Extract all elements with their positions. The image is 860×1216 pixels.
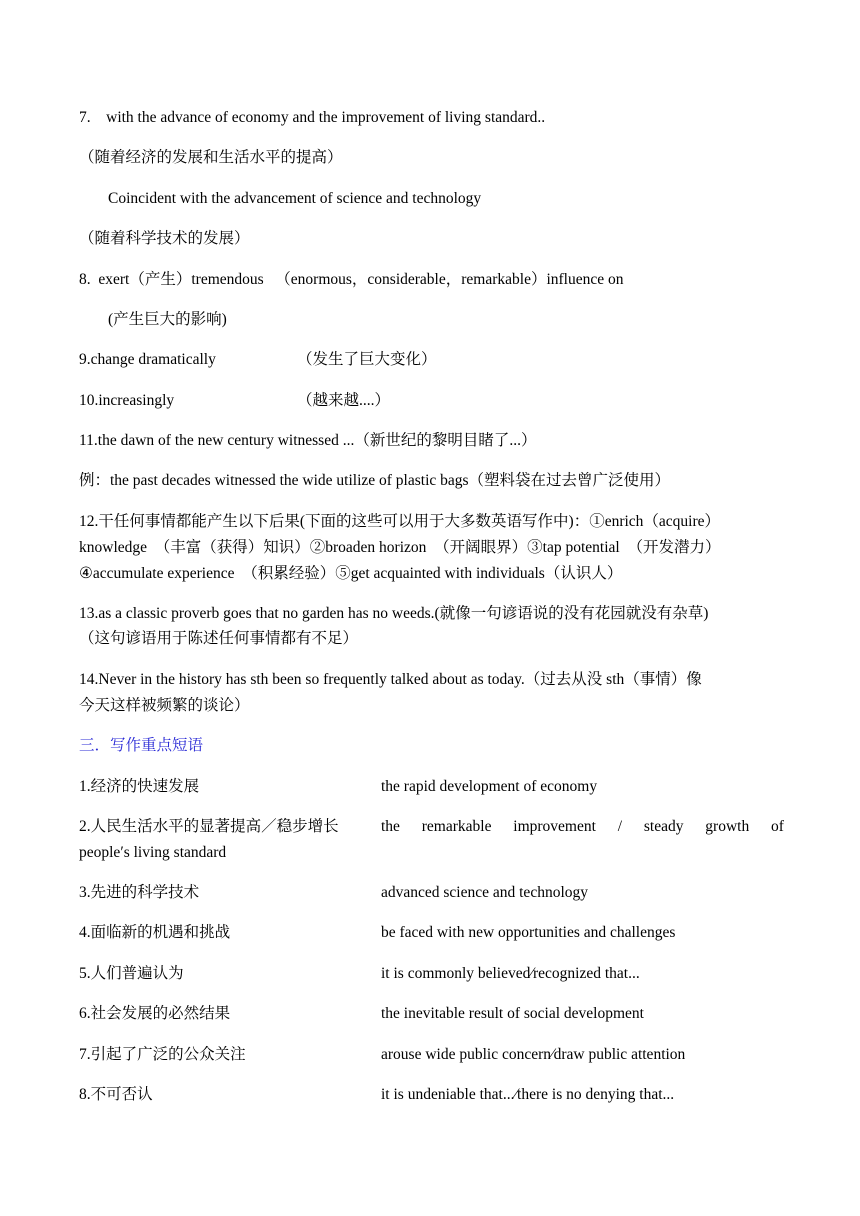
phrase-row xyxy=(79,1045,784,1071)
phrase-word: growth xyxy=(705,818,750,835)
item-7: 7. with the advance of economy and the improvement of living standard.. xyxy=(79,109,546,126)
item-9-english: 9.change dramatically xyxy=(79,351,216,368)
phrase-row xyxy=(79,883,784,909)
item-8: 8. exert（产生）tremendous （enormous，considerable，remarkable）influence on xyxy=(79,271,624,288)
item-11: 11.the dawn of the new century witnessed ...（新世纪的黎明目睹了...） xyxy=(79,432,537,449)
phrase-english: it is commonly believed⁄recognized that... xyxy=(381,965,640,982)
phrase-english: be faced with new opportunities and challenges xyxy=(381,924,676,941)
phrase-word: improvement xyxy=(513,818,596,835)
item-10-english: 10.increasingly xyxy=(79,392,175,409)
item-12-line-3: ④accumulate experience （积累经验）⑤get acquainted with individuals（认识人） xyxy=(79,565,623,582)
phrase-chinese: 7.引起了广泛的公众关注 xyxy=(79,1046,246,1063)
phrase-chinese: 5.人们普遍认为 xyxy=(79,965,184,982)
item-12-line-1: 12.干任何事情都能产生以下后果(下面的这些可以用于大多数英语写作中)：①enrich（acquire） xyxy=(79,513,721,530)
phrase-english: advanced science and technology xyxy=(381,884,589,901)
phrase-row xyxy=(79,923,784,949)
phrase-continuation: people′s living standard xyxy=(79,844,227,861)
phrase-word: steady xyxy=(643,818,684,835)
item-9 xyxy=(79,350,216,370)
item-12-line-2: knowledge （丰富（获得）知识）②broaden horizon （开阔眼界）③tap potential （开发潜力） xyxy=(79,539,721,556)
phrase-chinese: 4.面临新的机遇和挑战 xyxy=(79,924,231,941)
item-14-line-2: 今天这样被频繁的谈论） xyxy=(79,697,250,714)
phrase-word: the xyxy=(381,818,400,835)
phrase-word: of xyxy=(771,818,784,835)
phrase-english: the rapid development of economy xyxy=(381,778,598,795)
section-title: 三．写作重点短语 xyxy=(79,737,204,754)
example: 例：the past decades witnessed the wide utilize of plastic bags（塑料袋在过去曾广泛使用） xyxy=(79,472,671,489)
phrase-row xyxy=(79,817,784,843)
phrase-chinese: 8.不可否认 xyxy=(79,1086,153,1103)
phrase-english: it is undeniable that...⁄there is no denying that... xyxy=(381,1086,675,1103)
phrase-chinese: 2.人民生活水平的显著提高／稳步增长 xyxy=(79,818,339,835)
phrase-chinese: 3.先进的科学技术 xyxy=(79,884,200,901)
phrase-english: arouse wide public concern⁄draw public attention xyxy=(381,1046,686,1063)
phrase-chinese: 6.社会发展的必然结果 xyxy=(79,1005,231,1022)
item-7b: Coincident with the advancement of science and technology xyxy=(108,190,482,207)
item-13-line-2: （这句谚语用于陈述任何事情都有不足） xyxy=(79,630,359,647)
phrase-english: the inevitable result of social development xyxy=(381,1005,644,1022)
phrase-english xyxy=(381,817,784,837)
item-13-line-1: 13.as a classic proverb goes that no garden has no weeds.(就像一句谚语说的没有花园就没有杂草) xyxy=(79,605,709,622)
phrase-row xyxy=(79,1085,784,1111)
item-7-translation: （随着经济的发展和生活水平的提高） xyxy=(79,149,343,166)
phrase-word: remarkable xyxy=(421,818,492,835)
phrase-word: / xyxy=(617,818,623,835)
item-8-translation: (产生巨大的影响) xyxy=(108,311,227,328)
item-10-translation: （越来越....） xyxy=(297,392,391,409)
phrase-row xyxy=(79,964,784,990)
item-9-translation: （发生了巨大变化） xyxy=(297,351,437,368)
phrase-row xyxy=(79,1004,784,1030)
phrase-chinese: 1.经济的快速发展 xyxy=(79,778,200,795)
item-14-line-1: 14.Never in the history has sth been so frequently talked about as today.（过去从没 sth（事情）像 xyxy=(79,671,702,688)
item-7b-translation: （随着科学技术的发展） xyxy=(79,230,250,247)
phrase-row xyxy=(79,777,784,803)
